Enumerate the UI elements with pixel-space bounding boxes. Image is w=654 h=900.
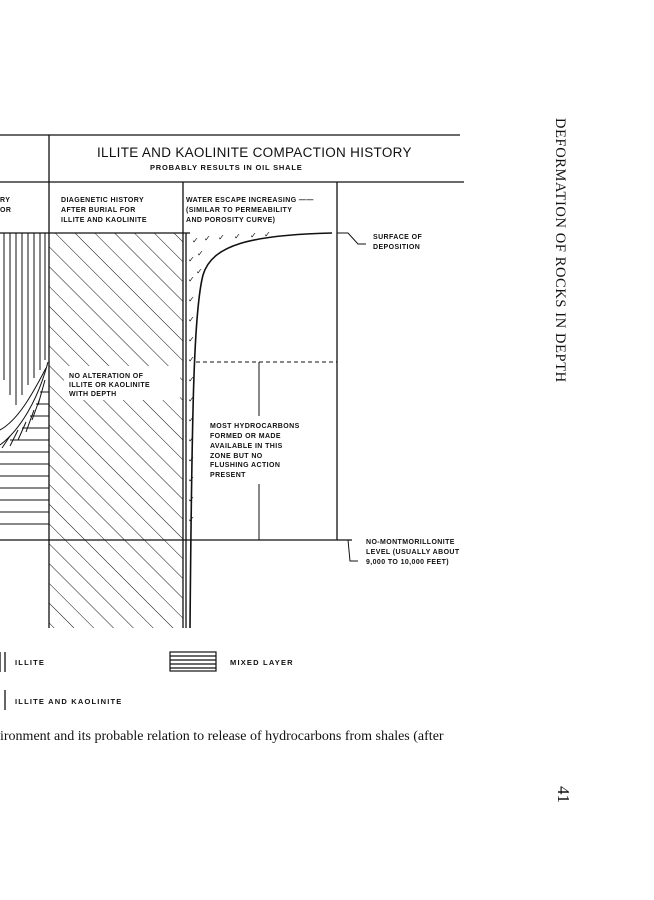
svg-text:✓: ✓	[188, 315, 195, 324]
water-header-line-3: AND POROSITY CURVE)	[186, 217, 276, 224]
svg-text:✓: ✓	[218, 233, 225, 242]
no-montmorillonite-line-3: 9,000 TO 10,000 FEET)	[366, 559, 449, 566]
svg-text:✓: ✓	[197, 249, 204, 258]
legend-mixed-layer-label: MIXED LAYER	[230, 658, 294, 667]
hydrocarbon-annotation-line-5: FLUSHING ACTION	[210, 462, 281, 469]
legend-illite-swatch	[0, 652, 5, 672]
surface-label-line-2: DEPOSITION	[373, 244, 421, 251]
legend-illite-kaolinite-label: ILLITE AND KAOLINITE	[15, 697, 123, 706]
diagenetic-header-line-3: ILLITE AND KAOLINITE	[61, 217, 147, 224]
svg-text:✓: ✓	[188, 375, 195, 384]
hydrocarbon-annotation-line-4: ZONE BUT NO	[210, 453, 263, 460]
svg-text:✓: ✓	[188, 355, 195, 364]
left-column-transition-curves	[0, 362, 48, 448]
svg-text:✓: ✓	[196, 267, 203, 276]
svg-text:✓: ✓	[188, 295, 195, 304]
hydrocarbon-annotation-line-3: AVAILABLE IN THIS	[210, 443, 283, 450]
svg-text:✓: ✓	[188, 415, 195, 424]
left-column-vertical-pattern	[4, 233, 45, 405]
hydrocarbon-zone-markers	[196, 233, 366, 561]
svg-text:✓: ✓	[234, 232, 241, 241]
figure-caption: ironment and its probable relation to release of hydrocarbons from shales (after	[0, 729, 444, 744]
no-montmorillonite-line-1: NO-MONTMORILLONITE	[366, 539, 455, 546]
svg-text:✓: ✓	[250, 231, 257, 240]
svg-text:✓: ✓	[188, 255, 195, 264]
diagenetic-annotation-line-3: WITH DEPTH	[69, 391, 117, 398]
svg-text:✓: ✓	[204, 234, 211, 243]
water-escape-dots	[188, 230, 271, 524]
svg-text:✓: ✓	[188, 275, 195, 284]
svg-text:✓: ✓	[188, 455, 195, 464]
hydrocarbon-annotation-line-6: PRESENT	[210, 472, 246, 479]
water-escape-curve	[186, 233, 332, 628]
hydrocarbon-annotation-line-2: FORMED OR MADE	[210, 433, 281, 440]
svg-text:✓: ✓	[264, 230, 271, 239]
running-head: DEFORMATION OF ROCKS IN DEPTH	[552, 118, 568, 383]
left-column-horizontal-pattern	[0, 392, 49, 524]
diagenetic-header-line-2: AFTER BURIAL FOR	[61, 207, 136, 214]
svg-text:✓: ✓	[188, 435, 195, 444]
no-montmorillonite-line-2: LEVEL (USUALLY ABOUT	[366, 549, 460, 556]
hydrocarbon-annotation-line-1: MOST HYDROCARBONS	[210, 423, 300, 430]
svg-text:✓: ✓	[188, 475, 195, 484]
left-header-line-1: RY	[0, 197, 11, 204]
diagram-title: ILLITE AND KAOLINITE COMPACTION HISTORY	[97, 145, 412, 160]
svg-text:✓: ✓	[188, 395, 195, 404]
page-number: 41	[554, 786, 573, 803]
svg-text:✓: ✓	[188, 335, 195, 344]
svg-text:✓: ✓	[188, 495, 195, 504]
diagenetic-annotation-line-1: NO ALTERATION OF	[69, 373, 144, 380]
svg-text:✓: ✓	[192, 236, 199, 245]
legend-mixed-layer-swatch	[170, 652, 216, 671]
left-header-line-2: OR	[0, 207, 12, 214]
svg-text:✓: ✓	[188, 515, 195, 524]
water-header-line-2: (SIMILAR TO PERMEABILITY	[186, 207, 293, 214]
surface-label-line-1: SURFACE OF	[373, 234, 423, 241]
legend-illite-label: ILLITE	[15, 658, 46, 667]
diagenetic-hatch-area	[49, 233, 183, 628]
legend	[0, 652, 294, 710]
diagram-subtitle: PROBABLY RESULTS IN OIL SHALE	[150, 163, 303, 172]
water-header-line-1: WATER ESCAPE INCREASING ——	[186, 197, 314, 204]
diagenetic-annotation-line-2: ILLITE OR KAOLINITE	[69, 382, 151, 389]
diagenetic-header-line-1: DIAGENETIC HISTORY	[61, 197, 145, 204]
